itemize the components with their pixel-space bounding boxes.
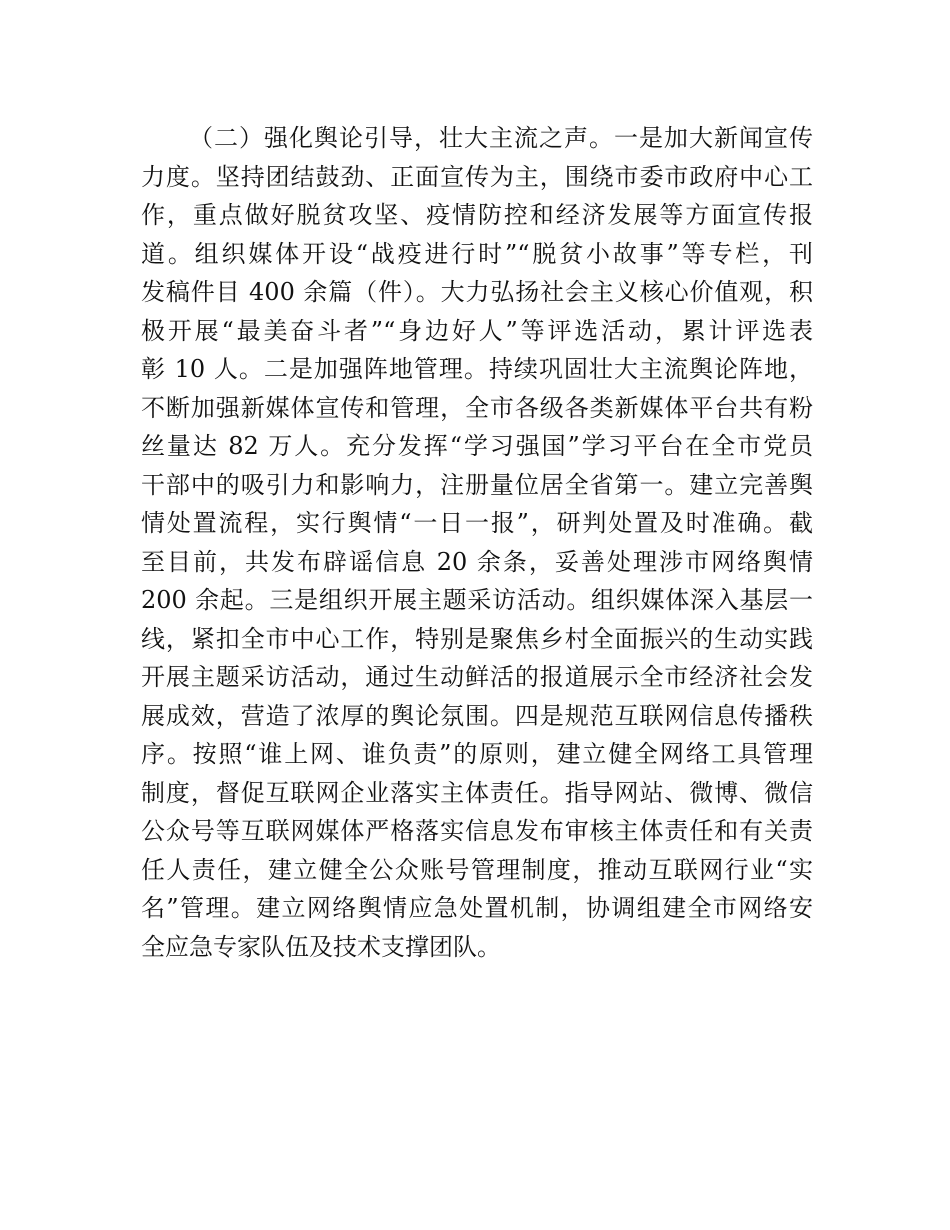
paragraph-line: 丝量达 82 万人。充分发挥“学习强国”学习平台在全市党员 [141,432,813,460]
paragraph-line: 展成效，营造了浓厚的舆论氛围。四是规范互联网信息传播秩 [141,701,813,730]
paragraph-line: 极开展“最美奋斗者”“身边好人”等评选活动，累计评选表 [141,316,813,345]
paragraph-line: 名”管理。建立网络舆情应急处置机制，协调组建全市网络安 [141,894,813,922]
paragraph-line: 全应急专家队伍及技术支撑团队。 [141,932,501,961]
paragraph-line: 彰 10 人。二是加强阵地管理。持续巩固壮大主流舆论阵地， [141,355,813,383]
paragraph-line: 制度，督促互联网企业落实主体责任。指导网站、微博、微信 [141,778,813,807]
paragraph-line: 道。组织媒体开设“战疫进行时”“脱贫小故事”等专栏，刊 [141,239,813,268]
paragraph-line: 公众号等互联网媒体严格落实信息发布审核主体责任和有关责 [141,817,813,845]
body-paragraph [141,119,813,966]
paragraph-line: 开展主题采访活动，通过生动鲜活的报道展示全市经济社会发 [141,663,813,691]
paragraph-line: （二）强化舆论引导，壮大主流之声。一是加大新闻宣传 [189,124,813,152]
paragraph-line: 至目前，共发布辟谣信息 20 余条，妥善处理涉市网络舆情 [141,547,813,576]
paragraph-line: 干部中的吸引力和影响力，注册量位居全省第一。建立完善舆 [141,470,813,499]
paragraph-line: 任人责任，建立健全公众账号管理制度，推动互联网行业“实 [141,855,813,884]
paragraph-line: 200 余起。三是组织开展主题采访活动。组织媒体深入基层一 [141,586,813,614]
paragraph-line: 不断加强新媒体宣传和管理，全市各级各类新媒体平台共有粉 [141,393,813,422]
paragraph-line: 序。按照“谁上网、谁负责”的原则，建立健全网络工具管理 [141,740,813,768]
paragraph-line: 线，紧扣全市中心工作，特别是聚焦乡村全面振兴的生动实践 [141,624,813,653]
paragraph-line: 力度。坚持团结鼓劲、正面宣传为主，围绕市委市政府中心工 [141,162,813,191]
paragraph-line: 发稿件目 400 余篇（件）。大力弘扬社会主义核心价值观，积 [141,278,813,306]
paragraph-line: 情处置流程，实行舆情“一日一报”，研判处置及时准确。截 [141,509,813,537]
paragraph-line: 作，重点做好脱贫攻坚、疫情防控和经济发展等方面宣传报 [141,201,813,229]
